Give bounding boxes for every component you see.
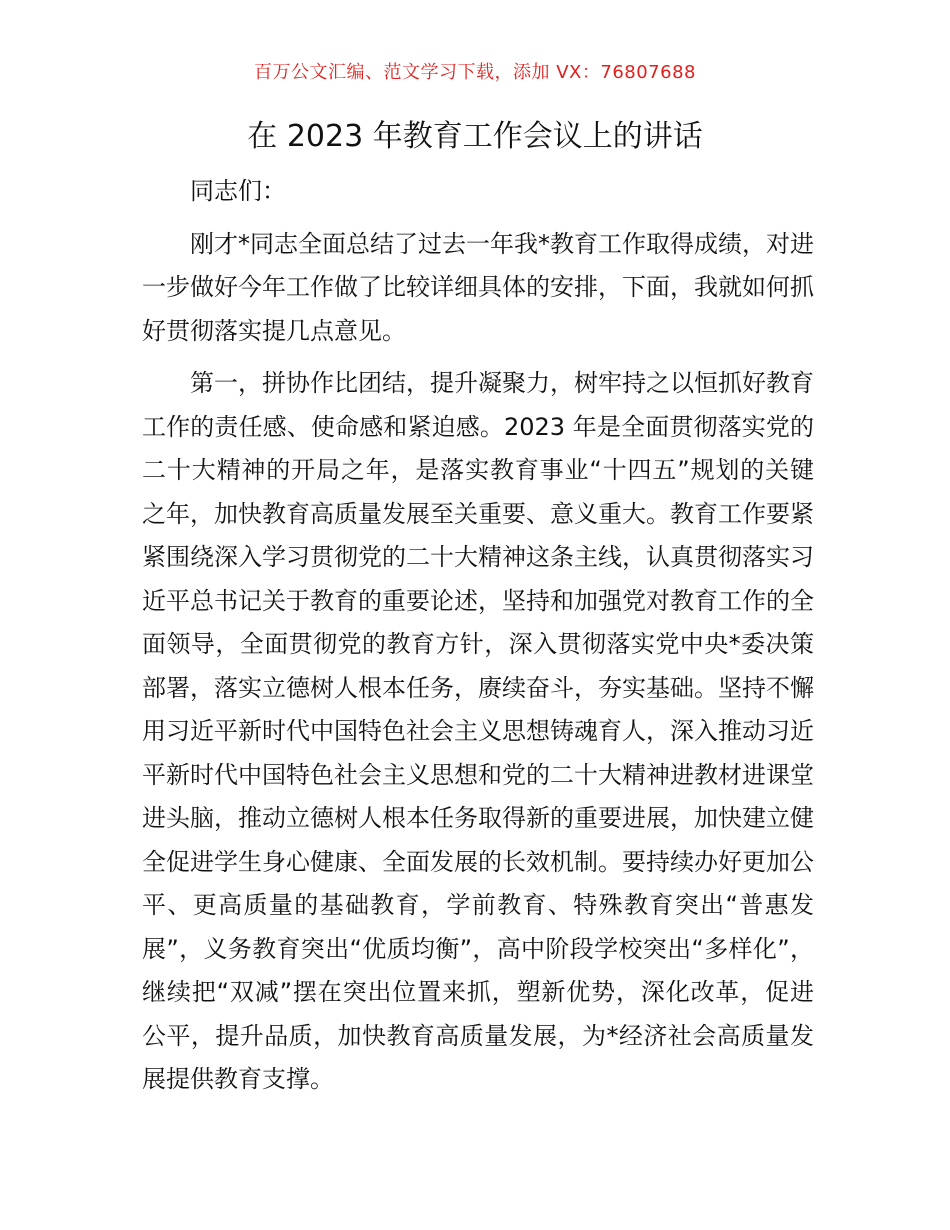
header-banner: 百万公文汇编、范文学习下载，添加 VX：76807688 bbox=[254, 62, 696, 83]
paragraph-first-point: 第一，拼协作比团结，提升凝聚力，树牢持之以恒抓好教育工作的责任感、使命感和紧迫感。2023 年是全面贯彻落实党的二十大精神的开局之年，是落实教育事业“十四五”规划的关键之年，加快教育高质量发展至关重要、意义重大。教育工作要紧紧围绕深入学习贯彻党的二十大精神这条主线，认真贯彻落实习近平总书记关于教育的重要论述，坚持和加强党对教育工作的全面领导，全面贯彻党的教育方针，深入贯彻落实党中央*委决策部署，落实立德树人根本任务，赓续奋斗，夯实基础。坚持不懈用习近平新时代中国特色社会主义思想铸魂育人，深入推动习近平新时代中国特色社会主义思想和党的二十大精神进教材进课堂进头脑，推动立德树人根本任务取得新的重要进展，加快建立健全促进学生身心健康、全面发展的长效机制。要持续办好更加公平、更高质量的基础教育，学前教育、特殊教育突出“普惠发展”，义务教育突出“优质均衡”，高中阶段学校突出“多样化”，继续把“双减”摆在突出位置来抓，塑新优势，深化改革，促进公平，提升品质，加快教育高质量发展，为*经济社会高质量发展提供教育支撑。 bbox=[142, 369, 814, 1093]
salutation: 同志们： bbox=[190, 177, 286, 205]
document-body bbox=[142, 170, 814, 1102]
document-title: 在 2023 年教育工作会议上的讲话 bbox=[247, 119, 703, 154]
paragraph-intro: 刚才*同志全面总结了过去一年我*教育工作取得成绩，对进一步做好今年工作做了比较详细具体的安排，下面，我就如何抓好贯彻落实提几点意见。 bbox=[142, 229, 814, 345]
